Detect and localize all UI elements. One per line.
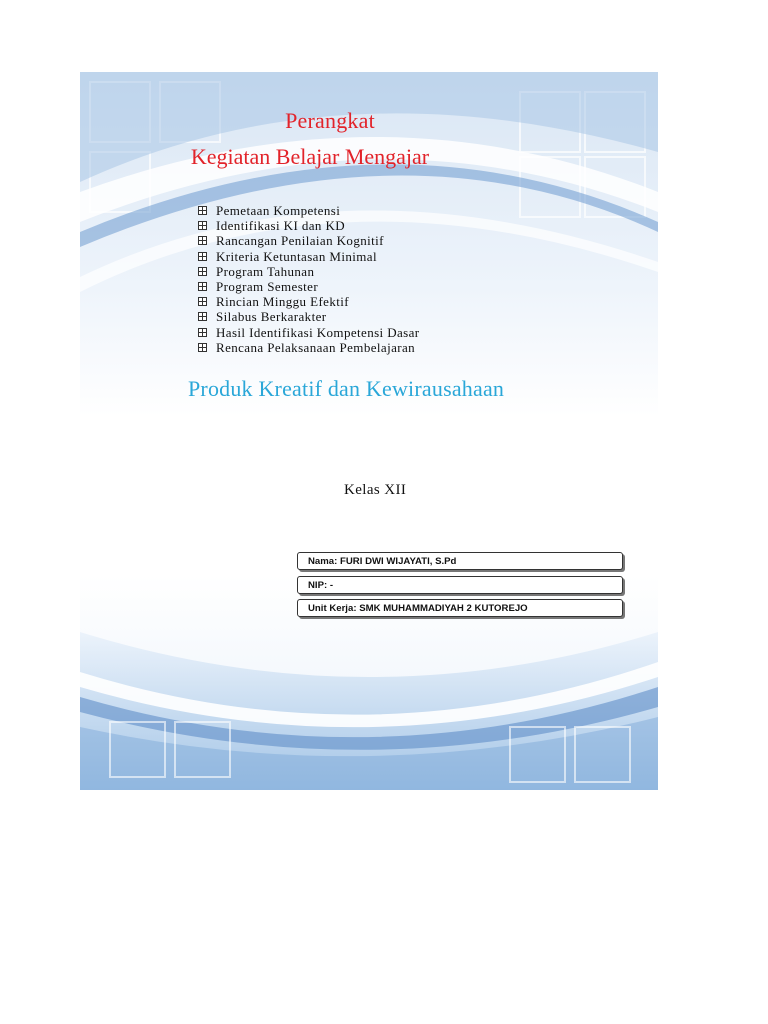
class-label: Kelas XII: [344, 482, 407, 498]
checkbox-bullet-icon: [198, 312, 207, 321]
nip-value: -: [329, 580, 334, 591]
checkbox-bullet-icon: [198, 206, 207, 215]
cover-background: [80, 72, 658, 790]
checkbox-bullet-icon: [198, 297, 207, 306]
name-value: FURI DWI WIJAYATI, S.Pd: [340, 556, 457, 567]
document-list: [198, 203, 420, 355]
title-line-1: Perangkat: [285, 108, 375, 133]
unit-label: Unit Kerja :: [308, 603, 359, 614]
list-item: Program Tahunan: [198, 264, 420, 279]
list-item: Pemetaan Kompetensi: [198, 203, 420, 218]
checkbox-bullet-icon: [198, 267, 207, 276]
unit-value: SMK MUHAMMADIYAH 2 KUTOREJO: [359, 603, 528, 614]
list-item: Kriteria Ketuntasan Minimal: [198, 249, 420, 264]
list-item: Rincian Minggu Efektif: [198, 294, 420, 309]
name-label: Nama :: [308, 556, 340, 567]
checkbox-bullet-icon: [198, 221, 207, 230]
cover-page: [80, 72, 658, 790]
nip-label: NIP :: [308, 580, 330, 591]
checkbox-bullet-icon: [198, 282, 207, 291]
list-item: Rencana Pelaksanaan Pembelajaran: [198, 340, 420, 355]
list-item: Program Semester: [198, 279, 420, 294]
list-item: Rancangan Penilaian Kognitif: [198, 233, 420, 248]
checkbox-bullet-icon: [198, 236, 207, 245]
title-line-2: Kegiatan Belajar Mengajar: [190, 144, 430, 169]
checkbox-bullet-icon: [198, 343, 207, 352]
subject-title: Produk Kreatif dan Kewirausahaan: [188, 376, 505, 401]
name-field: [297, 552, 623, 570]
list-item: Silabus Berkarakter: [198, 309, 420, 324]
unit-field: [297, 599, 623, 617]
checkbox-bullet-icon: [198, 328, 207, 337]
list-item: Hasil Identifikasi Kompetensi Dasar: [198, 325, 420, 340]
checkbox-bullet-icon: [198, 252, 207, 261]
list-item: Identifikasi KI dan KD: [198, 218, 420, 233]
nip-field: [297, 576, 623, 594]
